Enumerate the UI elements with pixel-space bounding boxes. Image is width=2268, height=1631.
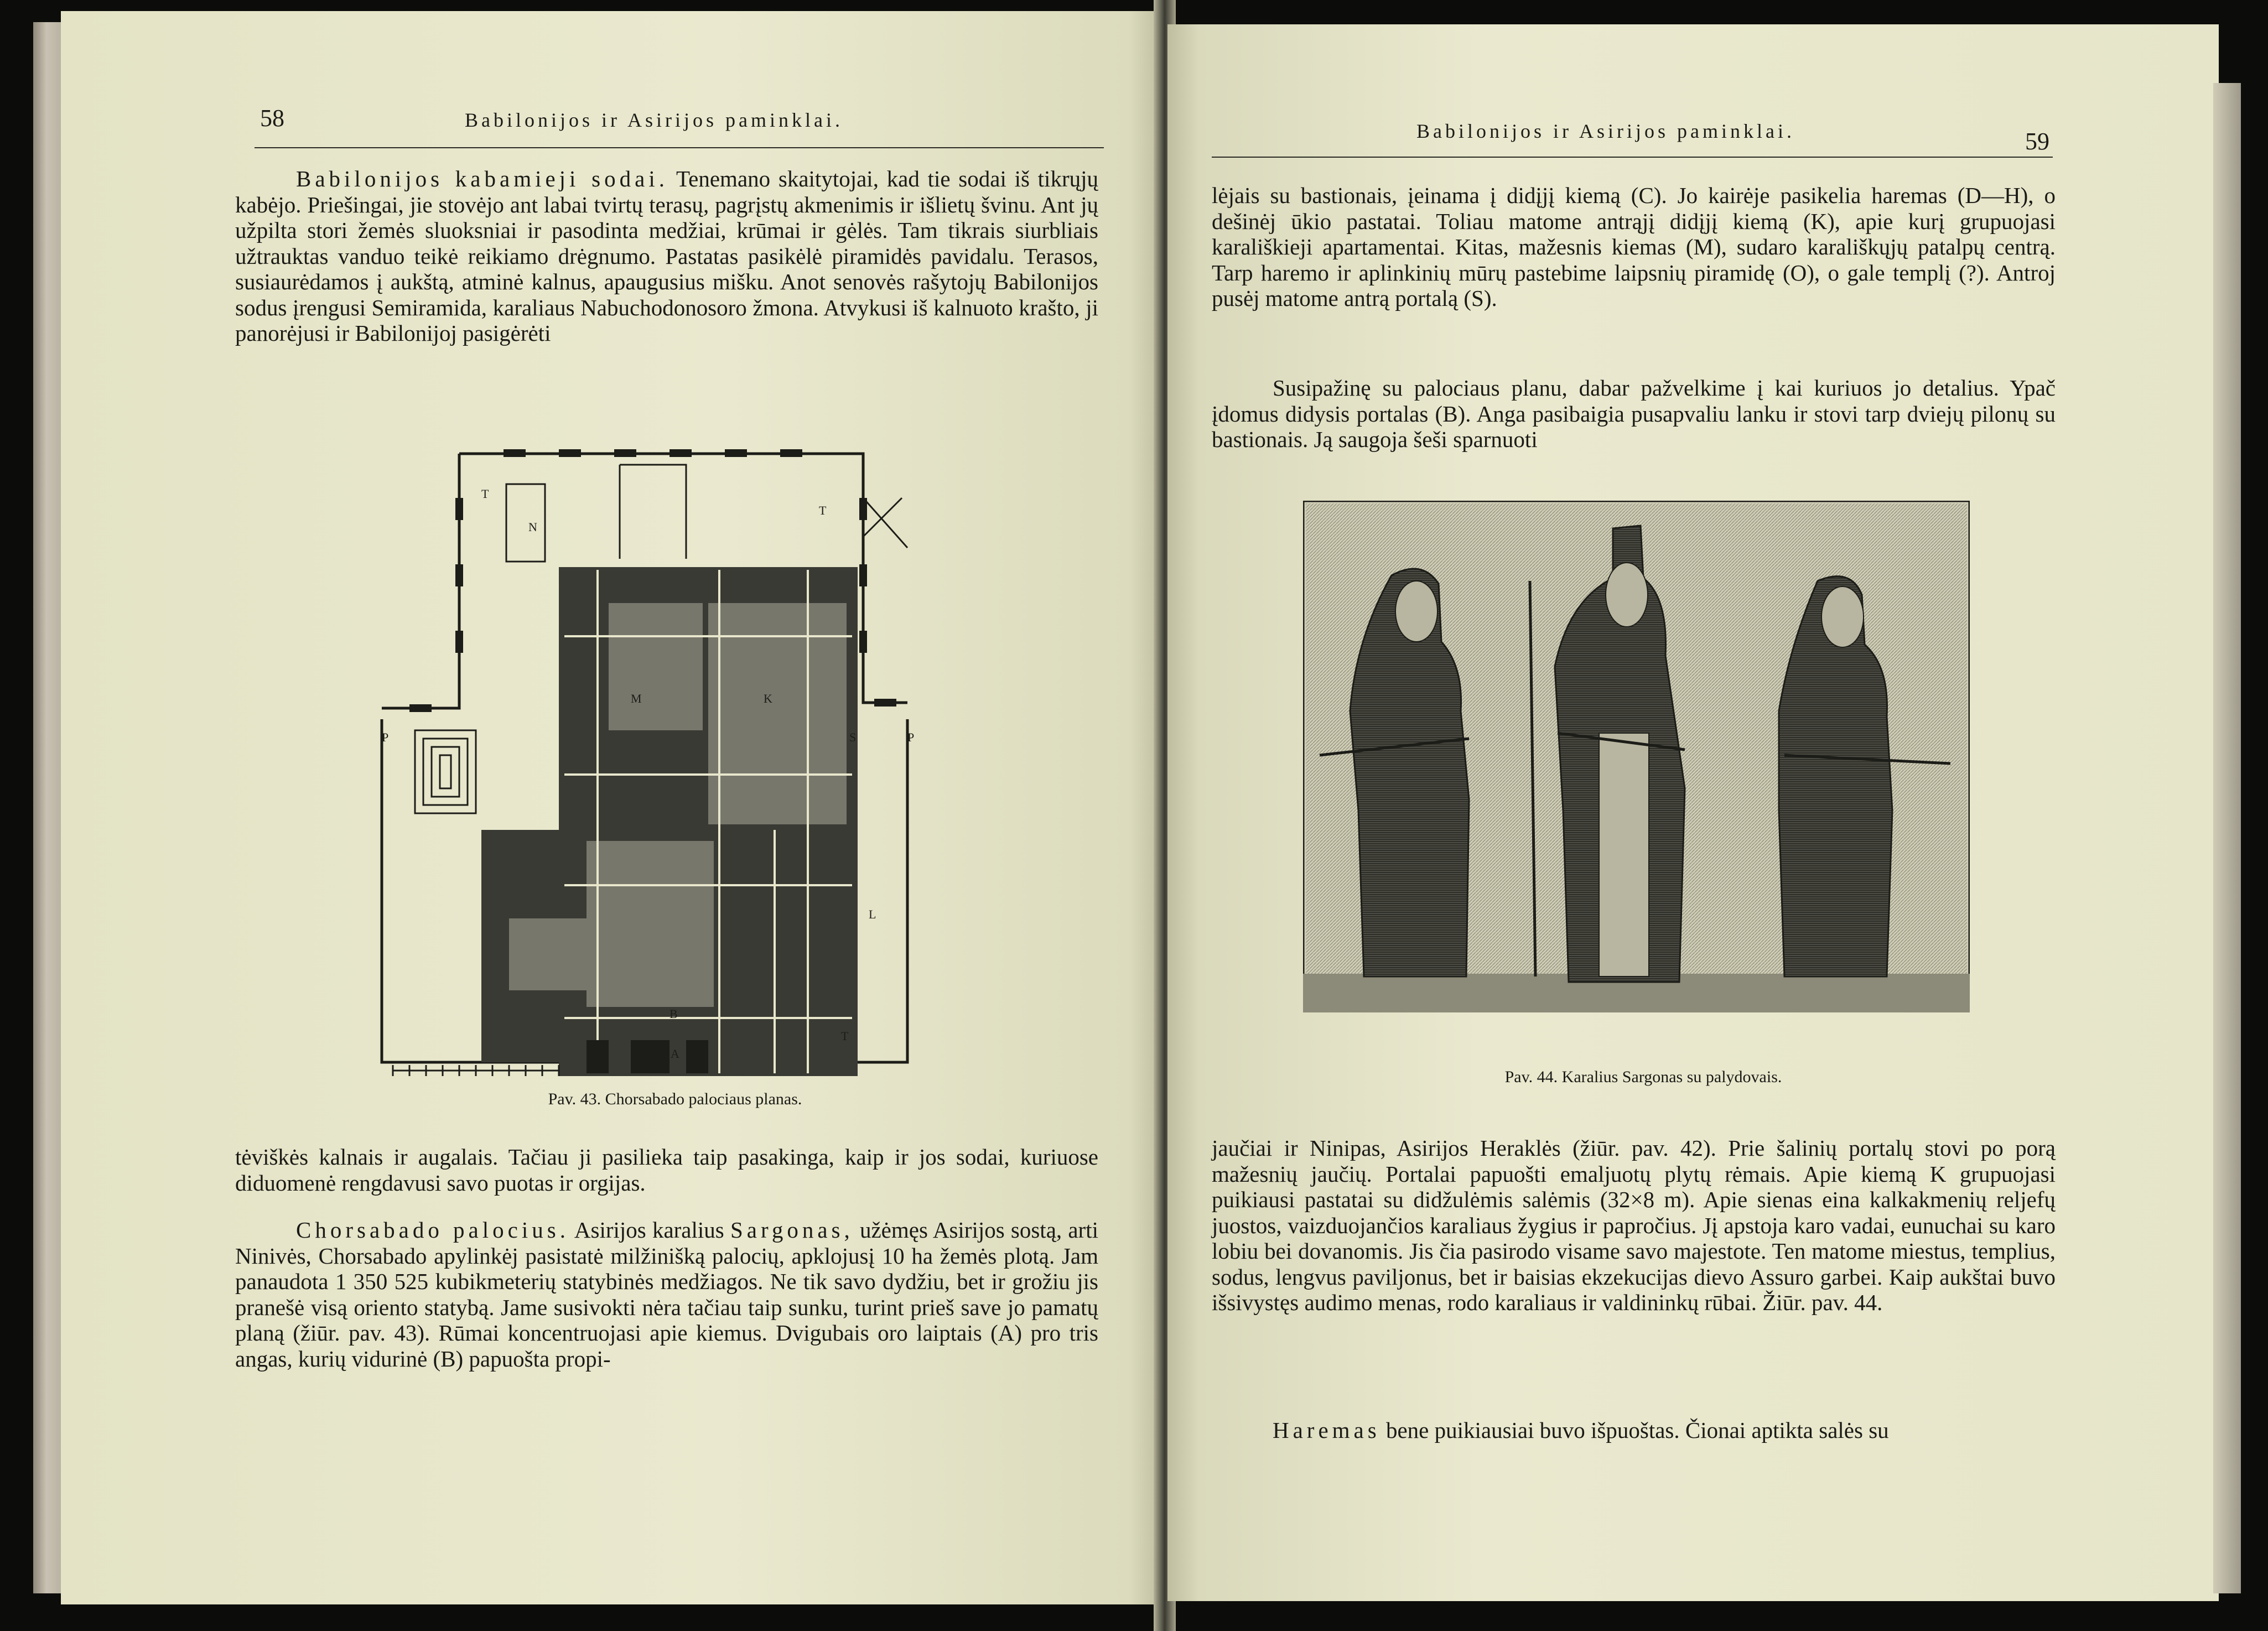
paragraph-harem: Haremas bene puikiausiai buvo išpuoštas. Čionai aptikta salės su [1273, 1417, 1889, 1443]
running-head-left: Babilonijos ir Asirijos paminklai. [465, 109, 843, 131]
paragraph-continuation: tėviškės kalnais ir augalais. Tačiau ji pasilieka taip pasakinga, kaip ir jos sodai, kuriuose diduomenė rengdavusi savo puotas ir orgijas. [235, 1144, 1098, 1196]
sargon-relief-engraving [1303, 501, 1970, 1012]
lead-haremas: Haremas [1273, 1417, 1380, 1443]
lead-hanging-gardens: Babilonijos kabamieji sodai. [296, 166, 668, 191]
plan-label-t2: T [819, 503, 827, 517]
lead-chorsabad: Chorsabado palocius. [296, 1217, 569, 1243]
plan-label-k: K [764, 692, 772, 705]
figure-caption-44: Pav. 44. Karalius Sargonas su palydovais. [1504, 1068, 1782, 1086]
plan-label-p1: P [382, 730, 389, 744]
paragraph-portal: Susipažinę su palociaus planu, dabar pažvelkime į kai kuriuos jo detalius. Ypač įdomus didysis portalas (B). Anga pasibaigia pusapvaliu lanku ir stovi tarp dviejų pilonų su bastionais. Ją saugoja šeši sparnuoti [1212, 375, 2056, 452]
plan-label-l: L [869, 907, 876, 921]
head-rule-right [1212, 157, 2053, 158]
plan-label-s: S [849, 730, 857, 744]
page-number-right: 59 [2025, 128, 2049, 155]
paragraph-reliefs: jaučiai ir Ninipas, Asirijos Heraklės (žiūr. pav. 42). Prie šalinių portalų stovi po porą mažesnių jaučių. Portalai papuošti emaljuotų plytų rėmais. Apie kiemą K grupuojasi puikiausi pastatai su didžulėmis salėmis (32×8 m). Apie sienas eina kalkakmenių reljefų juostos, vaizduojančios karaliaus žygius ir papročius. Jį apstoja karo vadai, eunuchai su karo lobiu bei dovanomis. Jis čia pasirodo visame savo majestote. Ten matome miestus, templius, sodus, lengvus paviljonus, bet ir baisias ekzekucijas dievo Assuro garbei. Kaip aukštai buvo išsivystęs audimo menas, rodo karaliaus ir valdininkų rūbai. Žiūr. pav. 44. [1212, 1135, 2056, 1315]
plan-label-b: B [669, 1007, 678, 1021]
head-rule-left [255, 147, 1104, 148]
plan-label-t3: T [841, 1029, 849, 1043]
plan-label-n: N [528, 520, 537, 534]
running-head-right: Babilonijos ir Asirijos paminklai. [1416, 120, 1795, 142]
paragraph-hanging-gardens: Babilonijos kabamieji sodai. Tenemano skaitytojai, kad tie sodai iš tikrųjų kabėjo. Priešingai, jie stovėjo ant labai tvirtų terasų, pagrįstų akmenimis ir išlietų švinu. Ant jų užpilta stori žemės sluoksniai ir pasodinta medžiai, krūmai ir gėlės. Tam tikrais siurbliais užtrauktas vanduo teikė reikiamo drėgnumo. Pastatas pasikėlė piramidės pavidalu. Terasos, susiaurėdamos į aukštą, atminė kalnus, apaugusius mišku. Anot senovės rašytojų Babilonijos sodus įrengusi Semiramida, karaliaus Nabuchodonosoro žmona. Atvykusi iš kalnuoto krašto, ji panorėjusi ir Babilonijoj pasigėrėti [235, 166, 1098, 346]
palace-plan-figure [376, 443, 957, 1079]
paragraph-courtyards: lėjais su bastionais, įeinama į didįjį kiemą (C). Jo kairėje pasikelia haremas (D—H), o dešinėj ūkio pastatai. Toliau matome antrąjį didįjį kiemą (K), apie kurį grupuojasi karališkieji apartamentai. Kitas, mažesnis kiemas (M), sudaro karališkųjų patalpų centrą. Tarp haremo ir aplinkinių mūrų pastebime laipsnių piramidę (O), o gale templį (?). Antroj pusėj matome antrą portalą (S). [1212, 183, 2056, 311]
book-edge-right [2213, 83, 2241, 1593]
plan-label-a: A [671, 1047, 679, 1061]
paragraph-chorsabad: Chorsabado palocius. Asirijos karalius Sargonas, užėmęs Asirijos sostą, arti Ninivės, Chorsabado apylinkėj pasistatė milžinišką palocių, apklojusį 10 ha žemės plotą. Jam panaudota 1 350 525 kubikmeterių statybinės medžiagos. Ne tik savo dydžiu, bet ir grožiu jis pranešė visą oriento statybą. Jame susivokti nėra tačiau taip sunku, turint prieš save jo pamatų planą (žiūr. pav. 43). Rūmai koncentruojasi apie kiemus. Dvigubais oro laiptais (A) pro tris angas, kurių vidurinė (B) papuošta propi- [235, 1217, 1098, 1372]
name-sargonas: Sargonas, [730, 1217, 854, 1243]
plan-label-m: M [631, 692, 642, 705]
figure-caption-43: Pav. 43. Chorsabado palociaus planas. [548, 1090, 802, 1108]
plan-label-t1: T [481, 487, 489, 501]
plan-label-p2: P [907, 730, 915, 744]
page-number-left: 58 [260, 105, 284, 132]
